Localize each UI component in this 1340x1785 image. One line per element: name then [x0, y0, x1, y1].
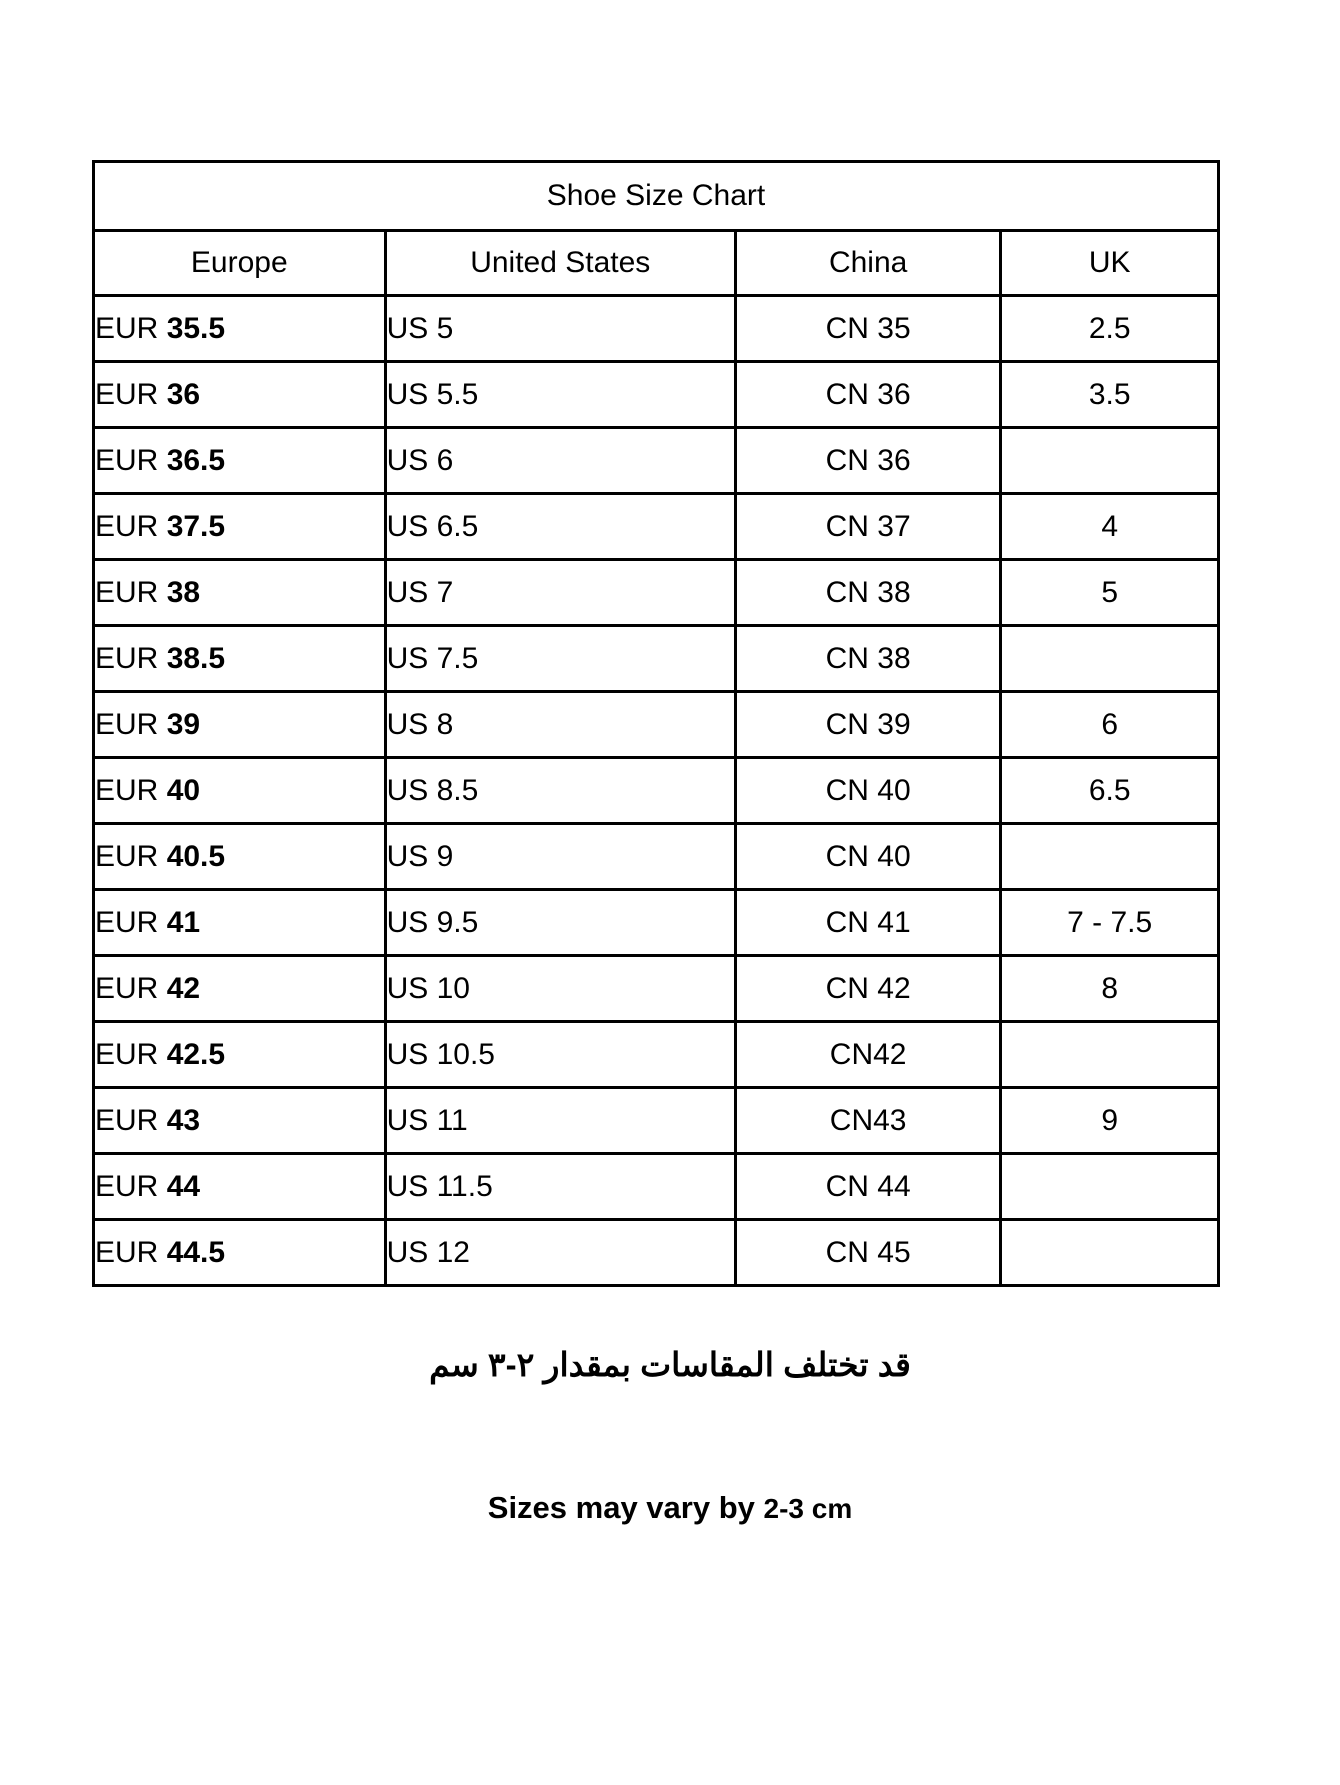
eu-prefix: EUR: [95, 509, 159, 543]
cell-europe: [94, 428, 386, 494]
cell-uk: 5: [1001, 560, 1219, 626]
table-row: [94, 956, 1219, 1022]
eu-prefix: EUR: [95, 773, 159, 807]
cell-uk: 6: [1001, 692, 1219, 758]
eu-prefix: EUR: [95, 443, 159, 477]
eu-prefix: EUR: [95, 839, 159, 873]
cell-europe: [94, 890, 386, 956]
eu-number: 38: [166, 575, 201, 609]
eu-number: 36.5: [166, 443, 226, 477]
table-row: [94, 890, 1219, 956]
cell-europe: [94, 824, 386, 890]
cell-uk: 2.5: [1001, 296, 1219, 362]
cell-europe: [94, 692, 386, 758]
eu-number: 42: [166, 971, 201, 1005]
cell-europe: [94, 1220, 386, 1286]
cell-europe: [94, 494, 386, 560]
table-row: [94, 428, 1219, 494]
cell-europe: [94, 1022, 386, 1088]
cell-china: CN 41: [735, 890, 1000, 956]
eu-prefix: EUR: [95, 905, 159, 939]
cell-china: CN43: [735, 1088, 1000, 1154]
eu-prefix: EUR: [95, 707, 159, 741]
cell-china: CN 44: [735, 1154, 1000, 1220]
eu-prefix: EUR: [95, 641, 159, 675]
cell-europe: [94, 956, 386, 1022]
cell-united-states: US 6.5: [385, 494, 735, 560]
cell-china: CN42: [735, 1022, 1000, 1088]
column-header-uk: UK: [1001, 231, 1219, 296]
note-english-cm: 2-3 cm: [763, 1493, 853, 1524]
eu-number: 43: [166, 1103, 201, 1137]
eu-prefix: EUR: [95, 377, 159, 411]
cell-united-states: US 11: [385, 1088, 735, 1154]
cell-europe: [94, 296, 386, 362]
cell-united-states: US 12: [385, 1220, 735, 1286]
cell-china: CN 39: [735, 692, 1000, 758]
cell-china: CN 37: [735, 494, 1000, 560]
cell-china: CN 36: [735, 362, 1000, 428]
cell-china: CN 45: [735, 1220, 1000, 1286]
cell-uk: 4: [1001, 494, 1219, 560]
cell-united-states: US 8: [385, 692, 735, 758]
cell-uk: 6.5: [1001, 758, 1219, 824]
cell-united-states: US 9.5: [385, 890, 735, 956]
cell-europe: [94, 626, 386, 692]
eu-prefix: EUR: [95, 1103, 159, 1137]
cell-europe: [94, 1088, 386, 1154]
table-row: [94, 494, 1219, 560]
table-row: [94, 296, 1219, 362]
cell-china: CN 36: [735, 428, 1000, 494]
table-row: [94, 824, 1219, 890]
column-header-china: China: [735, 231, 1000, 296]
table-title-row: [94, 162, 1219, 231]
cell-china: CN 38: [735, 560, 1000, 626]
note-english-main: Sizes may vary by: [487, 1490, 755, 1525]
column-header-europe: Europe: [94, 231, 386, 296]
table-row: [94, 1220, 1219, 1286]
table-row: [94, 1088, 1219, 1154]
cell-united-states: US 7.5: [385, 626, 735, 692]
cell-uk: [1001, 428, 1219, 494]
chart-title: Shoe Size Chart: [94, 162, 1219, 231]
cell-uk: [1001, 824, 1219, 890]
eu-prefix: EUR: [95, 1169, 159, 1203]
cell-uk: 7 - 7.5: [1001, 890, 1219, 956]
cell-united-states: US 7: [385, 560, 735, 626]
note-arabic: قد تختلف المقاسات بمقدار ٢-٣ سم: [429, 1346, 911, 1383]
eu-number: 44.5: [166, 1235, 226, 1269]
eu-number: 35.5: [166, 311, 226, 345]
cell-uk: [1001, 1022, 1219, 1088]
table-row: [94, 626, 1219, 692]
eu-prefix: EUR: [95, 575, 159, 609]
cell-uk: 3.5: [1001, 362, 1219, 428]
column-header-united-states: United States: [385, 231, 735, 296]
cell-uk: [1001, 1154, 1219, 1220]
eu-prefix: EUR: [95, 1235, 159, 1269]
cell-united-states: US 10.5: [385, 1022, 735, 1088]
cell-europe: [94, 560, 386, 626]
cell-china: CN 38: [735, 626, 1000, 692]
cell-united-states: US 6: [385, 428, 735, 494]
table-row: [94, 362, 1219, 428]
cell-united-states: US 8.5: [385, 758, 735, 824]
cell-united-states: US 5: [385, 296, 735, 362]
eu-prefix: EUR: [95, 311, 159, 345]
cell-europe: [94, 1154, 386, 1220]
cell-united-states: US 5.5: [385, 362, 735, 428]
eu-number: 36: [166, 377, 201, 411]
eu-prefix: EUR: [95, 1037, 159, 1071]
cell-uk: [1001, 1220, 1219, 1286]
cell-china: CN 42: [735, 956, 1000, 1022]
cell-europe: [94, 362, 386, 428]
eu-number: 40.5: [166, 839, 226, 873]
table-row: [94, 692, 1219, 758]
cell-united-states: US 11.5: [385, 1154, 735, 1220]
cell-europe: [94, 758, 386, 824]
cell-uk: 8: [1001, 956, 1219, 1022]
table-header-row: [94, 231, 1219, 296]
eu-number: 37.5: [166, 509, 226, 543]
table-row: [94, 1154, 1219, 1220]
table-row: [94, 758, 1219, 824]
cell-united-states: US 9: [385, 824, 735, 890]
eu-prefix: EUR: [95, 971, 159, 1005]
size-chart-table: [92, 160, 1220, 1287]
eu-number: 41: [166, 905, 201, 939]
cell-uk: [1001, 626, 1219, 692]
table-row: [94, 560, 1219, 626]
cell-china: CN 40: [735, 824, 1000, 890]
cell-uk: 9: [1001, 1088, 1219, 1154]
cell-china: CN 40: [735, 758, 1000, 824]
eu-number: 40: [166, 773, 201, 807]
cell-china: CN 35: [735, 296, 1000, 362]
cell-united-states: US 10: [385, 956, 735, 1022]
eu-number: 42.5: [166, 1037, 226, 1071]
eu-number: 44: [166, 1169, 201, 1203]
table-row: [94, 1022, 1219, 1088]
eu-number: 39: [166, 707, 201, 741]
shoe-size-chart: [92, 160, 1220, 1287]
eu-number: 38.5: [166, 641, 226, 675]
note-english: [0, 1490, 1340, 1526]
